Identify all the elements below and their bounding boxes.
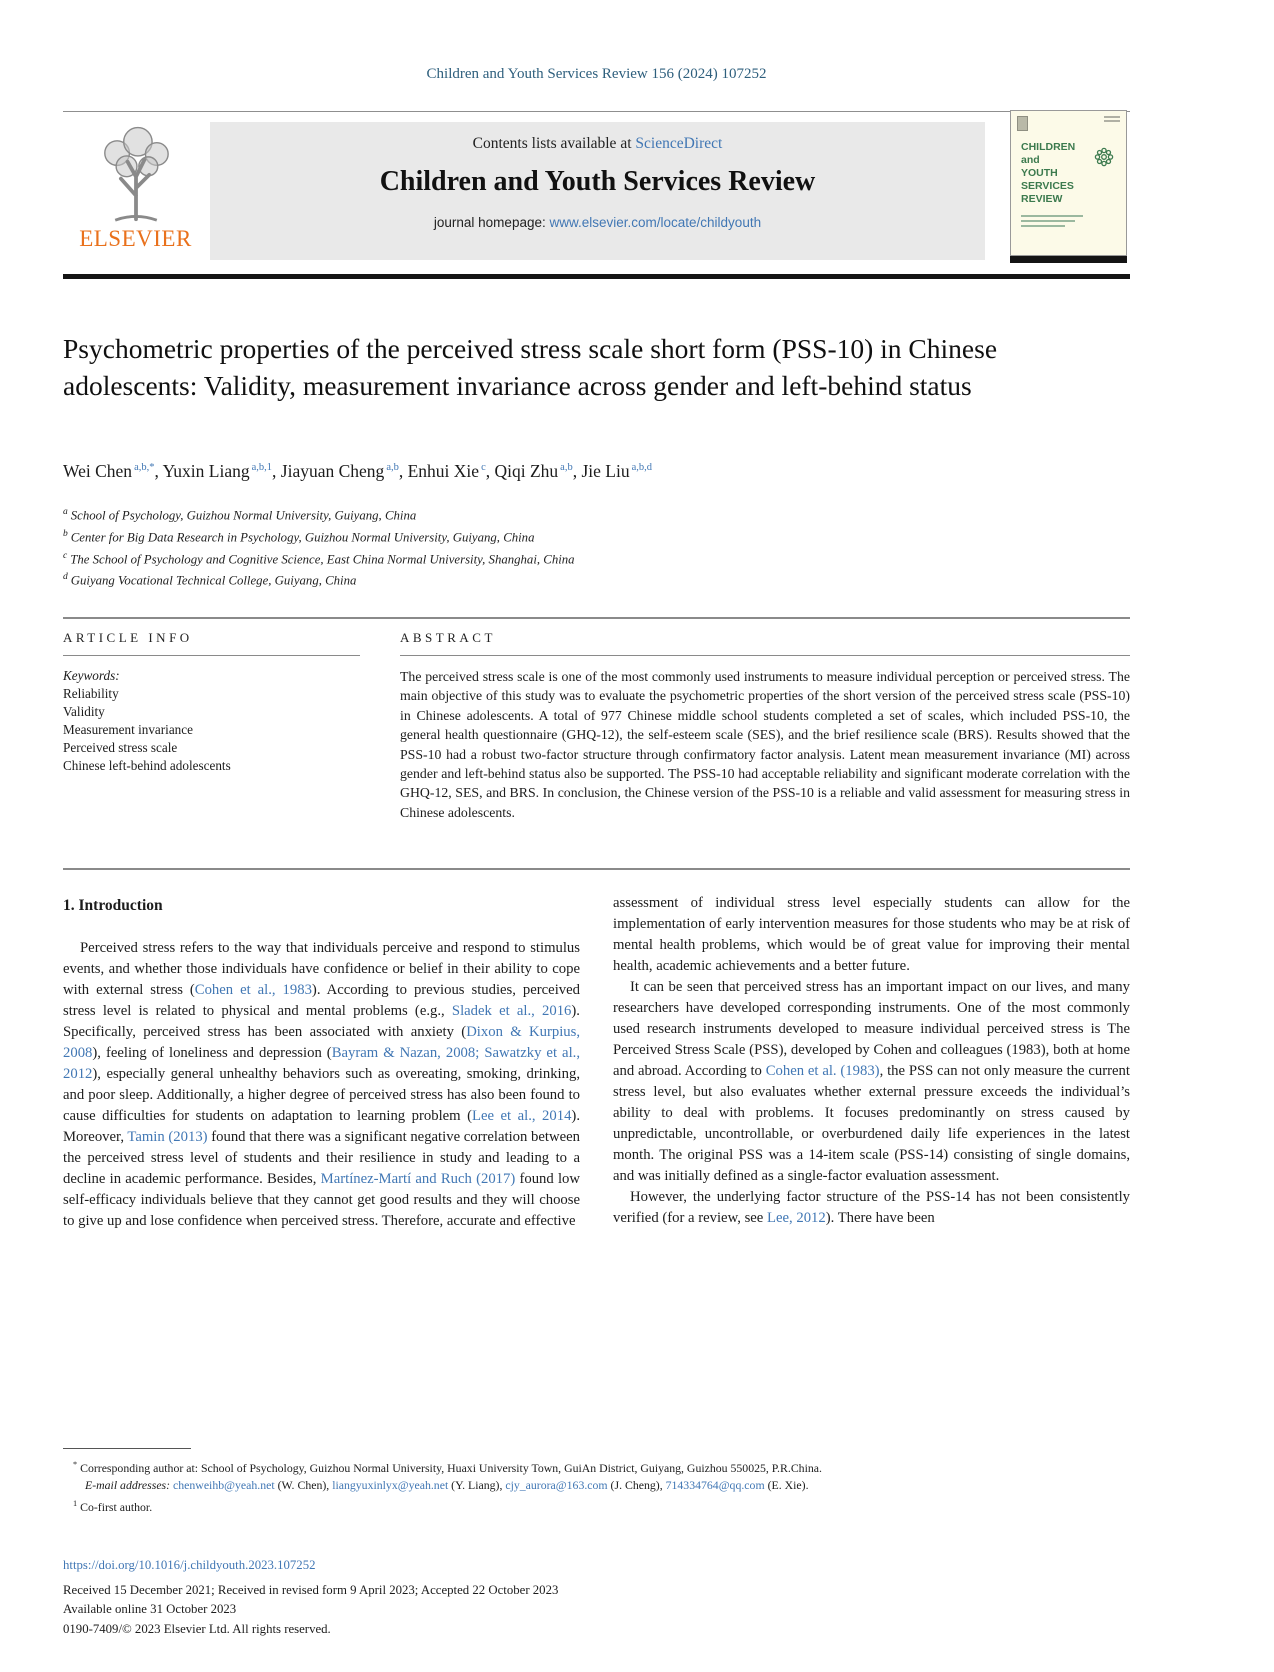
contents-line [210,135,985,153]
author-sup[interactable]: a,b [560,462,573,474]
affiliation-sup: c [63,550,68,561]
cover-title [1021,141,1075,206]
abstract-rule [400,655,1130,656]
citation-link[interactable]: Sladek et al., 2016 [451,1003,572,1019]
homepage-line [210,215,985,230]
cover-line: CHILDREN [1021,141,1076,153]
text-segment: Co-first author. [77,1499,153,1514]
affiliation-text: Center for Big Data Research in Psychology, Guizhou Normal University, Guiyang, China [70,530,535,545]
email-addresses-footnote [85,1477,1130,1495]
text-segment: assessment of individual stress level especially students can allow for the implementation of early intervention measures for those students who may be at risk of mental health problems, which would be of great value for improving their mental health, academic achievements and a better future. [613,895,1130,974]
author-name: Wei Chen [63,461,133,481]
author-name: Enhui Xie [407,461,480,481]
citation-link[interactable]: 714334764@qq.com [665,1478,765,1493]
author [408,461,495,481]
author-separator: , [154,461,163,481]
cover-black-bar [1010,256,1127,263]
author-separator: , [272,461,281,481]
keyword: Chinese left-behind adolescents [63,758,231,773]
author-name: Jiayuan Cheng [280,461,385,481]
affiliation-sup: d [63,572,68,583]
body-paragraph [613,1187,1130,1229]
elsevier-wordmark: ELSEVIER [79,226,192,251]
author-list [63,461,1063,482]
abstract-heading: ABSTRACT [400,630,496,645]
author-sup[interactable]: a,b,d [631,462,653,474]
affiliation [63,568,963,590]
available-online: Available online 31 October 2023 [63,1602,237,1616]
author [581,461,652,481]
journal-cover-thumbnail[interactable] [1010,110,1127,256]
text-segment: Corresponding author at: School of Psychology, Guizhou Normal University, Huaxi University Town, GuiAn District, Guiyang, Guizhou 550025, P.R.China. [77,1460,822,1475]
citation-link[interactable]: Cohen et al. (1983) [765,1063,880,1079]
keywords-label: Keywords: [63,668,120,683]
keyword: Reliability [63,686,119,701]
author-sup[interactable]: a,b [386,462,399,474]
text-segment: It can be seen that perceived stress has an important impact on our lives, and many researchers have developed corresponding instruments. One of the most commonly used research instruments developed to measure individual perceived stress is The Perceived Stress Scale (PSS), developed by Cohen and colleagues (1983), both at home and abroad. According to [613,979,1130,1079]
author-sup[interactable]: a,b,* [134,462,155,474]
homepage-link[interactable]: www.elsevier.com/locate/childyouth [549,215,762,230]
citation-link[interactable]: cjy_aurora@163.com [505,1478,608,1493]
abstract-column [400,630,1130,822]
article-info-heading: ARTICLE INFO [63,630,193,645]
author [63,461,163,481]
article-title: Psychometric properties of the perceived stress scale short form (PSS-10) in Chinese adolescents: Validity, measurement invariance across gender and left-behind status [63,333,998,401]
citation-link[interactable]: Cohen et al., 1983 [194,982,312,998]
text-segment: E-mail addresses: [85,1478,174,1493]
cover-description-mark [1021,215,1083,230]
cover-top-marks [1017,116,1120,131]
author-name: Qiqi Zhu [494,461,559,481]
text-segment: (W. Chen), [274,1478,333,1493]
affiliation-sup: a [63,507,68,517]
journal-title: Children and Youth Services Review [379,166,816,197]
affiliation [63,525,963,547]
section-heading-introduction: 1. Introduction [63,897,163,914]
author [281,461,408,481]
contents-label: Contents lists available at [472,135,636,152]
header-top-rule [63,111,1130,112]
cover-line: SERVICES [1021,180,1074,192]
text-segment: found that there was a significant negative correlation between the perceived stress level of students and their resilience in study and leading to a decline in academic performance. Besides, [63,1129,580,1187]
elsevier-logo[interactable] [63,120,208,262]
affiliation-text: Guiyang Vocational Technical College, Guiyang, China [70,573,357,588]
body-paragraph [63,938,580,1232]
author-separator: , [398,461,408,481]
publication-info [63,1556,1130,1639]
keyword: Perceived stress scale [63,740,178,755]
citation-link[interactable]: liangyuxinlyx@yeah.net [332,1478,449,1493]
doi-link[interactable]: https://doi.org/10.1016/j.childyouth.2023.107252 [63,1558,316,1572]
cover-smalltext-mark [1104,116,1120,131]
citation-link[interactable]: Bayram & Nazan, 2008; Sawatzky et al., 2012 [63,1045,580,1082]
text-segment: ), especially general unhealthy behaviors such as overeating, smoking, drinking, and poor sleep. Additionally, a higher degree of perceived stress has also been found to cause difficulties for students on adaptation to learning problem ( [63,1066,580,1124]
article-body [63,893,1130,1232]
received-dates: Received 15 December 2021; Received in revised form 9 April 2023; Accepted 22 October 2023 [63,1582,559,1597]
cover-line: YOUTH [1021,167,1058,179]
info-abstract-top-rule [63,617,1130,619]
abstract-text: The perceived stress scale is one of the most commonly used instruments to measure individual perception or perceived stress. The main objective of this study was to evaluate the psychometric properties of the short version of the perceived stress scale (PSS-10) in Chinese adolescents. A total of 977 Chinese middle school students completed a set of scales, which included PSS-10, the general health questionnaire (GHQ-12), the self-esteem scale (SES), and the brief resilience scale (BRS). Results showed that the PSS-10 had a robust two-factor structure through confirmatory factor analysis. Latent mean measurement invariance (MI) across gender and left-behind status also be supported. The PSS-10 had acceptable reliability and significant moderate correlation with the GHQ-12, SES, and BRS. In conclusion, the Chinese version of the PSS-10 is a reliable and valid assessment for measuring stress in Chinese adolescents. [400,669,1130,820]
text-segment: 1 [73,1498,78,1508]
elsevier-tree-icon [86,120,186,224]
cover-line: REVIEW [1021,193,1063,205]
sciencedirect-link[interactable]: ScienceDirect [635,135,723,152]
citation-link[interactable]: Tamin (2013) [127,1129,208,1145]
text-segment: However, the underlying factor structure of the PSS-14 has not been consistently verified (for a review, see [613,1189,1130,1226]
affiliation-text: School of Psychology, Guizhou Normal University, Guiyang, China [70,508,417,523]
keyword: Measurement invariance [63,722,193,737]
info-abstract-section [63,630,1130,822]
citation-link[interactable]: Lee et al., 2014 [471,1108,572,1124]
cover-line: and [1021,154,1040,166]
affiliation-text: The School of Psychology and Cognitive Science, East China Normal University, Shanghai, China [70,551,575,566]
citation-link[interactable]: Lee, 2012 [767,1210,826,1226]
author-sup[interactable]: c [481,462,486,474]
cover-crest-mark [1017,116,1028,131]
text-segment: (J. Cheng), [607,1478,666,1493]
text-segment: Perceived stress refers to the way that individuals perceive and respond to stimulus events, and whether those individuals have confidence or belief in their ability to cope with external stress ( [63,940,580,998]
text-segment: (E. Xie). [764,1478,809,1493]
text-segment: ). Specifically, perceived stress has been associated with anxiety ( [63,1003,580,1040]
article-info-column [63,630,360,822]
author-name: Yuxin Liang [162,461,250,481]
author-name: Jie Liu [581,461,630,481]
citation-link[interactable]: Martínez-Martí and Ruch (2017) [320,1171,516,1187]
journal-citation-header: Children and Youth Services Review 156 (2024) 107252 [426,66,767,82]
homepage-label: journal homepage: [433,215,550,230]
copyright-line: 0190-7409/© 2023 Elsevier Ltd. All rights reserved. [63,1621,331,1636]
cofirst-author-footnote [73,1495,1130,1516]
info-abstract-bottom-rule [63,868,1130,870]
corresponding-author-footnote [73,1456,1130,1477]
affiliation [63,503,963,525]
flower-icon [1092,145,1116,169]
author [494,461,581,481]
body-paragraph [613,977,1130,1187]
affiliation-sup: b [63,528,68,539]
text-segment: ). There have been [825,1210,935,1226]
affiliation-list [63,503,963,590]
author-sup[interactable]: a,b,1 [251,462,273,474]
text-segment: ), feeling of loneliness and depression ( [92,1045,332,1061]
affiliation [63,547,963,569]
header-thick-rule [63,274,1130,279]
text-segment: * [73,1460,78,1469]
text-segment: ). According to previous studies, perceived stress level is related to physical and mental problems (e.g., [63,982,580,1019]
body-left-column [63,893,580,1232]
text-segment: found low self-efficacy individuals believe that they cannot get good results and they will choose to give up and lose confidence when perceived stress. Therefore, accurate and effective [63,1171,581,1229]
text-segment: ). Moreover, [63,1108,580,1145]
footnotes [63,1448,1130,1516]
footnote-divider [63,1448,191,1449]
journal-banner [210,122,985,260]
author-separator: , [572,461,582,481]
keyword: Validity [63,704,105,719]
author-separator: , [485,461,495,481]
body-paragraph [613,893,1130,977]
article-info-rule [63,655,360,656]
text-segment: (Y. Liang), [448,1478,506,1493]
citation-link[interactable]: chenweihb@yeah.net [173,1478,275,1493]
citation-link[interactable]: Dixon & Kurpius, 2008 [63,1024,581,1061]
author [163,461,281,481]
text-segment: , the PSS can not only measure the current stress level, but also evaluates whether external pressure exceeds the individual’s ability to deal with problems. It focuses predominantly on stress caused by unpredictable, uncontrollable, or overburdened daily life experiences in the latest month. The original PSS was a 14-item scale (PSS-14) consisting of single domains, and was initially defined as a single-factor evaluation assessment. [613,1063,1130,1184]
body-right-column [613,893,1130,1232]
